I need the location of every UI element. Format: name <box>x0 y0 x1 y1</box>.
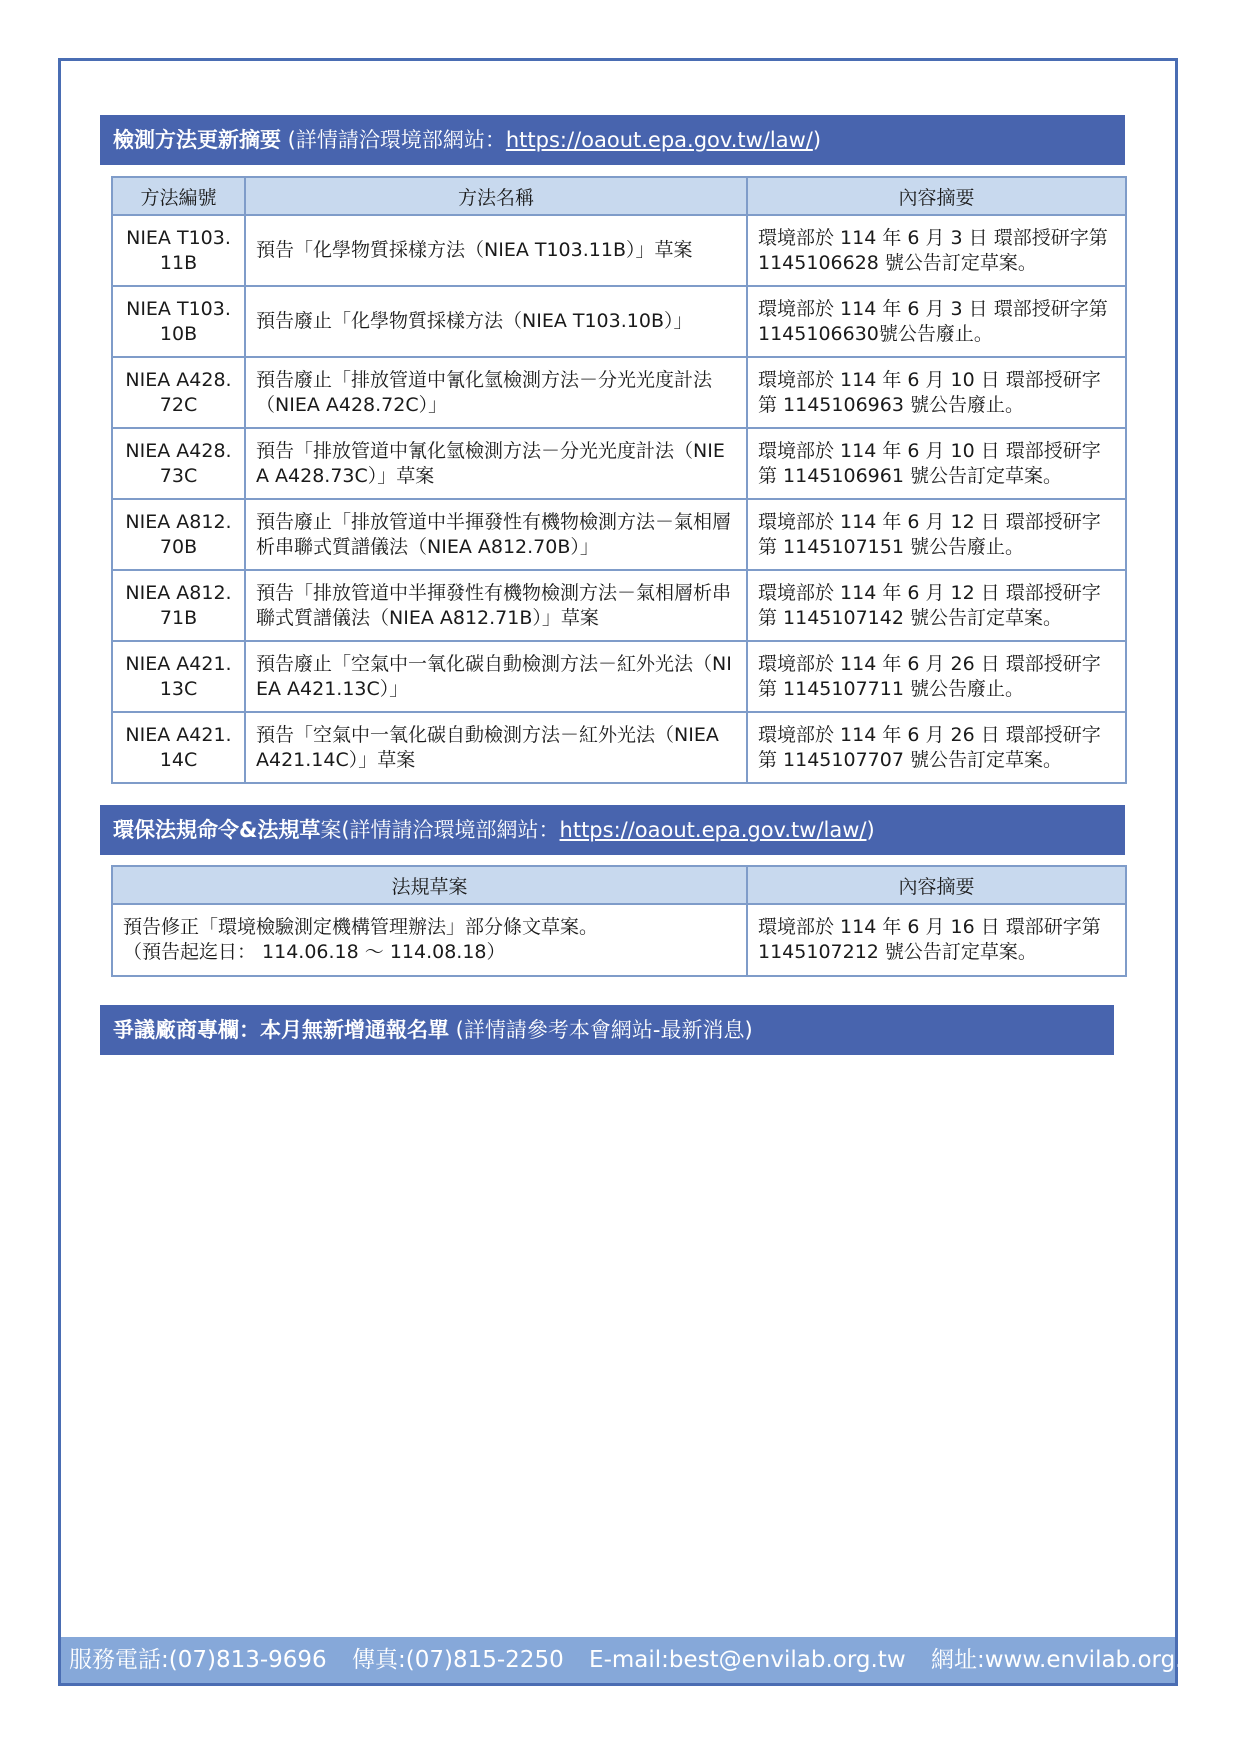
method-code-cell: NIEA A428.73C <box>112 428 245 499</box>
regulations-table-header-row <box>112 866 1126 904</box>
footer-fax: 傳真:(07)815-2250 <box>352 1647 564 1673</box>
method-name-cell: 預告廢止「空氣中一氧化碳自動檢測方法－紅外光法（NIEA A421.13C）」 <box>245 641 747 712</box>
table-row <box>112 499 1126 570</box>
method-name-cell: 預告廢止「排放管道中氰化氫檢測方法－分光光度計法（NIEA A428.72C）」 <box>245 357 747 428</box>
vendor-section-title: 爭議廠商專欄：本月無新增通報名單 <box>113 1018 449 1042</box>
method-summary-cell: 環境部於 114 年 6 月 10 日 環部授研字第 1145106963 號公告廢止。 <box>747 357 1126 428</box>
method-code-cell: NIEA A428.72C <box>112 357 245 428</box>
method-name-cell: 預告廢止「排放管道中半揮發性有機物檢測方法－氣相層析串聯式質譜儀法（NIEA A812.70B）」 <box>245 499 747 570</box>
footer-phone: 服務電話:(07)813-9696 <box>69 1647 327 1673</box>
table-row <box>112 712 1126 783</box>
method-name-cell: 預告「化學物質採樣方法（NIEA T103.11B）」草案 <box>245 215 747 286</box>
table-row <box>112 904 1126 976</box>
method-name-cell: 預告「排放管道中半揮發性有機物檢測方法－氣相層析串聯式質譜儀法（NIEA A812.71B）」草案 <box>245 570 747 641</box>
regulations-section-title-tail: 案 <box>320 818 342 842</box>
regulations-section-title: 環保法規命令&法規草 <box>113 818 321 842</box>
contact-footer <box>61 1637 1211 1683</box>
method-summary-cell: 環境部於 114 年 6 月 12 日 環部授研字第 1145107142 號公告訂定草案。 <box>747 570 1126 641</box>
method-summary-cell: 環境部於 114 年 6 月 26 日 環部授研字第 1145107711 號公告廢止。 <box>747 641 1126 712</box>
regulations-section-note: (詳情請洽環境部網站： <box>341 818 560 842</box>
draft-cell <box>112 904 747 976</box>
method-code-cell: NIEA A421.13C <box>112 641 245 712</box>
draft-period: （預告起迄日： 114.06.18 ～ 114.08.18） <box>123 941 506 963</box>
footer-email[interactable]: E-mail:best@envilab.org.tw <box>589 1647 906 1673</box>
method-summary-cell: 環境部於 114 年 6 月 3 日 環部授研字第1145106630號公告廢止。 <box>747 286 1126 357</box>
regulations-section-note-end: ) <box>866 818 875 842</box>
column-header-summary: 內容摘要 <box>747 866 1126 904</box>
method-name-cell: 預告「排放管道中氰化氫檢測方法－分光光度計法（NIEA A428.73C）」草案 <box>245 428 747 499</box>
column-header-code: 方法編號 <box>112 177 245 215</box>
regulations-table <box>111 865 1127 977</box>
method-code-cell: NIEA A421.14C <box>112 712 245 783</box>
regulations-section-link[interactable]: https://oaout.epa.gov.tw/law/ <box>559 818 867 842</box>
vendor-section-header <box>100 1005 1114 1055</box>
column-header-summary: 內容摘要 <box>747 177 1126 215</box>
method-code-cell: NIEA T103.11B <box>112 215 245 286</box>
summary-cell: 環境部於 114 年 6 月 16 日 環部研字第 1145107212 號公告訂定草案。 <box>747 904 1126 976</box>
method-code-cell: NIEA A812.71B <box>112 570 245 641</box>
draft-title: 預告修正「環境檢驗測定機構管理辦法」部分條文草案。 <box>123 916 599 938</box>
column-header-name: 方法名稱 <box>245 177 747 215</box>
footer-website[interactable]: 網址:www.envilab.org.tw <box>930 1647 1211 1673</box>
method-summary-cell: 環境部於 114 年 6 月 3 日 環部授研字第 1145106628 號公告訂定草案。 <box>747 215 1126 286</box>
methods-section-note-end: ) <box>812 128 822 152</box>
method-name-cell: 預告「空氣中一氧化碳自動檢測方法－紅外光法（NIEA A421.14C）」草案 <box>245 712 747 783</box>
method-summary-cell: 環境部於 114 年 6 月 10 日 環部授研字第 1145106961 號公告訂定草案。 <box>747 428 1126 499</box>
methods-section-link[interactable]: https://oaout.epa.gov.tw/law/ <box>505 128 813 152</box>
table-row <box>112 428 1126 499</box>
method-summary-cell: 環境部於 114 年 6 月 26 日 環部授研字第 1145107707 號公告訂定草案。 <box>747 712 1126 783</box>
table-row <box>112 570 1126 641</box>
methods-section-note: (詳情請洽環境部網站： <box>281 128 506 152</box>
methods-section-title: 檢測方法更新摘要 <box>113 128 281 152</box>
regulations-section-header <box>100 805 1125 855</box>
method-code-cell: NIEA T103.10B <box>112 286 245 357</box>
vendor-section-note: (詳情請參考本會網站-最新消息) <box>449 1018 753 1042</box>
methods-table-header-row <box>112 177 1126 215</box>
method-name-cell: 預告廢止「化學物質採樣方法（NIEA T103.10B）」 <box>245 286 747 357</box>
method-summary-cell: 環境部於 114 年 6 月 12 日 環部授研字第 1145107151 號公告廢止。 <box>747 499 1126 570</box>
table-row <box>112 215 1126 286</box>
methods-section-header <box>100 115 1125 165</box>
column-header-draft: 法規草案 <box>112 866 747 904</box>
method-code-cell: NIEA A812.70B <box>112 499 245 570</box>
table-row <box>112 357 1126 428</box>
table-row <box>112 286 1126 357</box>
table-row <box>112 641 1126 712</box>
methods-table <box>111 176 1127 784</box>
